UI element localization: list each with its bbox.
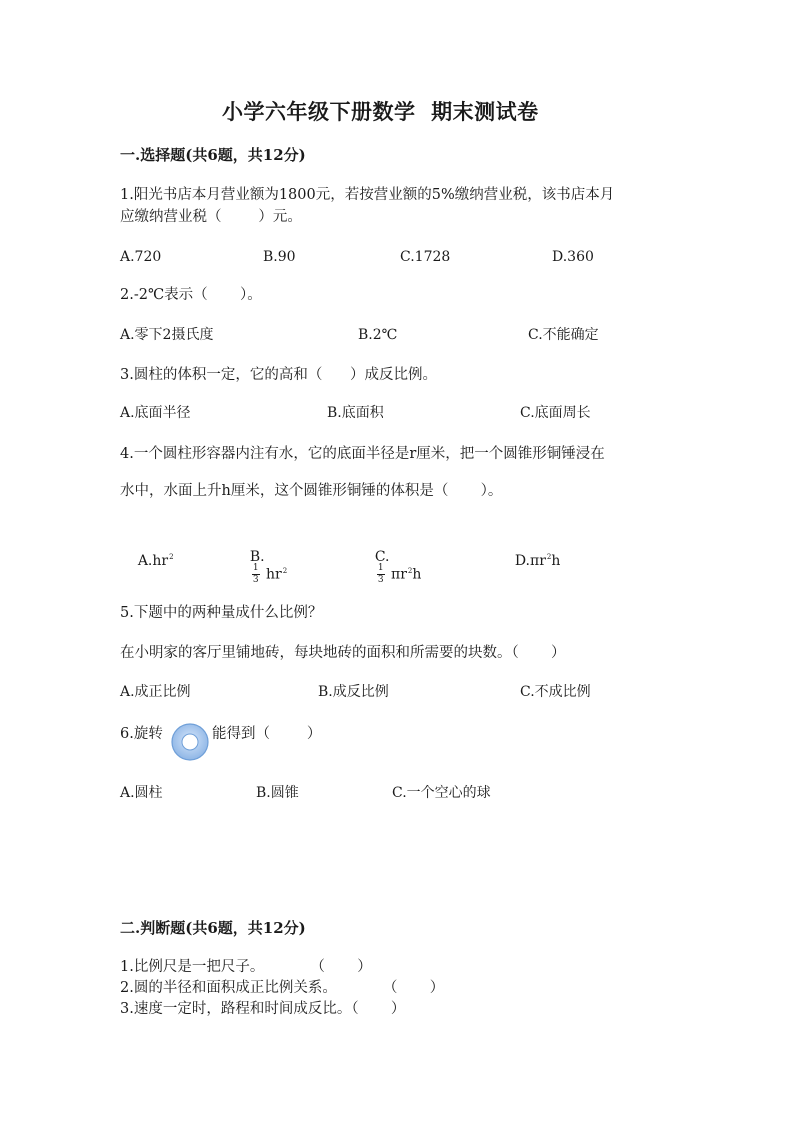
question-1-line-2: 应缴纳营业税（ ）元。 (120, 209, 302, 225)
fraction-numerator: 1 (252, 563, 259, 573)
q4-option-c-tail: h (412, 566, 422, 583)
fraction-numerator: 1 (377, 563, 384, 573)
superscript: 2 (546, 553, 552, 561)
q5-option-b[interactable]: B.成反比例 (318, 684, 389, 700)
q4-option-c-prefix: C. (374, 549, 390, 565)
q1-option-d[interactable]: D.360 (552, 249, 594, 265)
q2-option-c[interactable]: C.不能确定 (528, 327, 599, 343)
question-1-line-1: 1.阳光书店本月营业额为1800元，若按营业额的5%缴纳营业税，该书店本月 (120, 187, 615, 203)
q4-option-a-text: A.hr (137, 553, 169, 569)
q1-option-c[interactable]: C.1728 (400, 249, 451, 265)
fraction-denominator: 3 (252, 575, 259, 585)
q4-option-d[interactable] (497, 540, 560, 582)
question-2: 2.-2℃表示（ ）。 (120, 287, 262, 303)
fraction-denominator: 3 (377, 575, 384, 585)
q6-option-a[interactable]: A.圆柱 (120, 785, 163, 801)
q4-option-b-suffix: hr (261, 566, 282, 583)
question-4-line-1: 4.一个圆柱形容器内注有水，它的底面半径是r厘米，把一个圆锥形铜锤浸在 (120, 446, 605, 462)
q1-option-a[interactable]: A.720 (120, 249, 162, 265)
q3-option-b[interactable]: B.底面积 (327, 405, 384, 421)
q4-option-d-prefix: D.πr (514, 553, 546, 569)
q6-option-b[interactable]: B.圆锥 (256, 785, 299, 801)
question-6-suffix: 能得到（ ） (212, 726, 322, 742)
fraction-one-third (252, 564, 260, 585)
q4-option-c[interactable] (357, 536, 421, 599)
page-title: 小学六年级下册数学 期末测试卷 (222, 99, 539, 124)
fraction-one-third (377, 564, 385, 585)
superscript: 2 (169, 553, 174, 561)
question-3: 3.圆柱的体积一定，它的高和（ ）成反比例。 (120, 367, 437, 383)
q5-option-c[interactable]: C.不成比例 (520, 684, 591, 700)
q6-option-c[interactable]: C.一个空心的球 (392, 785, 491, 801)
q4-option-b[interactable] (232, 536, 287, 599)
q4-option-d-tail: h (551, 553, 561, 569)
q4-option-b-prefix: B. (249, 549, 265, 565)
question-6-prefix: 6.旋转 (120, 726, 163, 742)
superscript: 2 (282, 566, 288, 575)
q2-option-a[interactable]: A.零下2摄氏度 (120, 327, 214, 343)
q4-option-c-suffix: πr (386, 566, 407, 583)
question-5: 5.下题中的两种量成什么比例？ (120, 605, 323, 621)
q1-option-b[interactable]: B.90 (263, 249, 296, 265)
q3-option-c[interactable]: C.底面周长 (520, 405, 591, 421)
judgment-item-3: 3.速度一定时，路程和时间成反比。（ ） (120, 1001, 406, 1017)
q3-option-a[interactable]: A.底面半径 (120, 405, 191, 421)
judgment-item-1: 1.比例尺是一把尺子。 （ ） (120, 959, 372, 975)
question-5-subtext: 在小明家的客厅里铺地砖，每块地砖的面积和所需要的块数。（ ） (120, 645, 566, 661)
question-4-line-2: 水中，水面上升h厘米，这个圆锥形铜锤的体积是（ ）。 (120, 483, 503, 499)
q4-option-a[interactable] (120, 540, 174, 582)
ring-hole (182, 734, 198, 750)
section-2-heading: 二.判断题(共6题，共12分) (120, 919, 306, 937)
section-1-heading: 一.选择题(共6题，共12分) (120, 146, 306, 164)
judgment-item-2: 2.圆的半径和面积成正比例关系。 （ ） (120, 980, 445, 996)
superscript: 2 (407, 566, 413, 575)
ring-shape-icon (170, 722, 210, 762)
q2-option-b[interactable]: B.2℃ (358, 327, 398, 343)
q5-option-a[interactable]: A.成正比例 (120, 684, 191, 700)
